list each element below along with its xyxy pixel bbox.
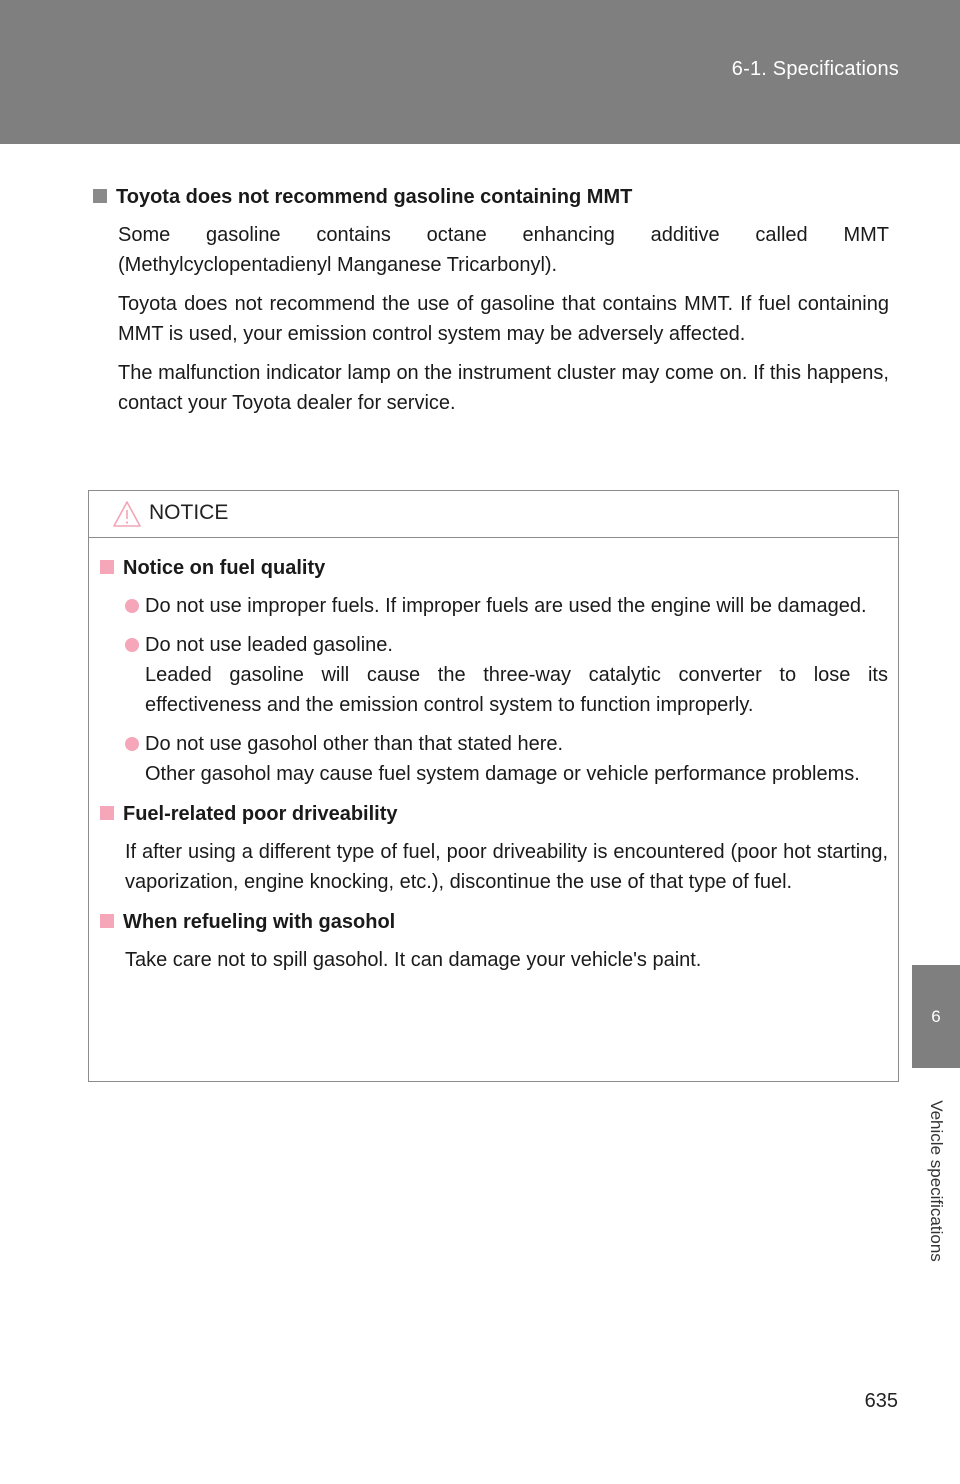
square-bullet-icon [100, 914, 114, 928]
square-bullet-icon [100, 806, 114, 820]
main-content [92, 183, 889, 418]
notice-body [89, 538, 898, 975]
chapter-tab-text: Vehicle specifications [927, 1100, 946, 1262]
bullet-text: Do not use leaded gasoline. [145, 634, 393, 656]
warning-triangle-icon [112, 500, 142, 528]
page-header [0, 0, 960, 144]
list-item [125, 729, 888, 789]
circle-bullet-icon [125, 737, 139, 751]
heading-text: Notice on fuel quality [123, 557, 326, 579]
page-number: 635 [864, 1390, 898, 1412]
chapter-tab-number: 6 [912, 965, 960, 1068]
paragraph: Some gasoline contains octane enhancing additive called MMT (Methylcyclopentadienyl Manganese Tricarbonyl). [118, 224, 889, 276]
notice-heading-driveability [99, 800, 888, 828]
paragraph: Toyota does not recommend the use of gasoline that contains MMT. If fuel containing MMT is used, your emission control system may be adversely affected. [118, 293, 889, 345]
heading-text: When refueling with gasohol [123, 911, 396, 933]
heading-text: Toyota does not recommend gasoline containing MMT [116, 186, 633, 208]
paragraph: The malfunction indicator lamp on the instrument cluster may come on. If this happens, contact your Toyota dealer for service. [118, 362, 889, 414]
notice-heading-fuel-quality [99, 554, 888, 582]
notice-header [89, 491, 898, 538]
square-bullet-icon [93, 189, 107, 203]
circle-bullet-icon [125, 599, 139, 613]
notice-box [88, 490, 899, 1082]
heading-text: Fuel-related poor driveability [123, 803, 398, 825]
list-item [125, 630, 888, 720]
list-item [125, 591, 888, 621]
notice-heading-gasohol [99, 908, 888, 936]
section-heading [92, 183, 889, 211]
bullet-detail: Other gasohol may cause fuel system damage or vehicle performance problems. [145, 763, 860, 785]
bullet-detail: Leaded gasoline will cause the three-way catalytic converter to lose its effectiveness and the emission control system to function improperly. [145, 664, 888, 716]
section-title: 6-1. Specifications [731, 58, 899, 80]
circle-bullet-icon [125, 638, 139, 652]
paragraph: If after using a different type of fuel, poor driveability is encountered (poor hot starting, vaporization, engine knocking, etc.), discontinue the use of that type of fuel. [125, 841, 888, 893]
bullet-text: Do not use gasohol other than that stated here. [145, 733, 564, 755]
notice-title: NOTICE [149, 501, 229, 524]
paragraph: Take care not to spill gasohol. It can damage your vehicle's paint. [125, 949, 702, 971]
bullet-text: Do not use improper fuels. If improper fuels are used the engine will be damaged. [145, 595, 867, 617]
chapter-tab-label [912, 1068, 960, 1294]
square-bullet-icon [100, 560, 114, 574]
